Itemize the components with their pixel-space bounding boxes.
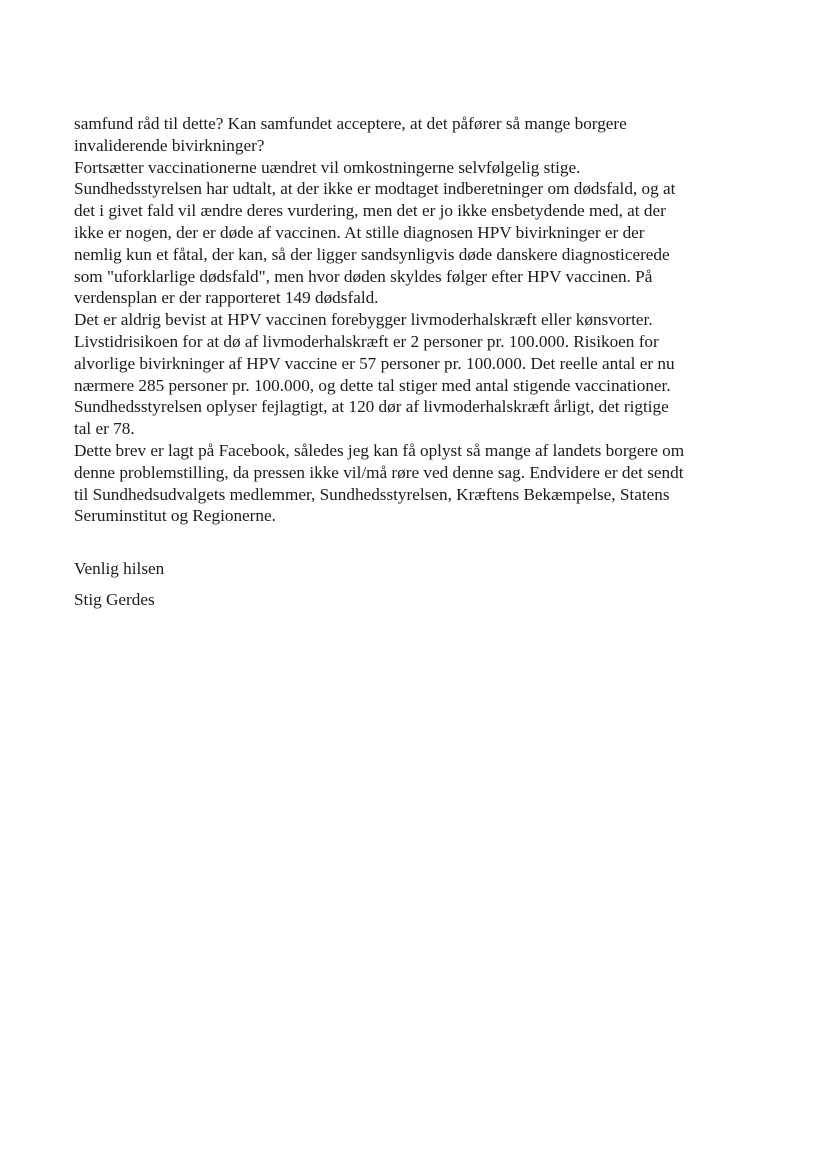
body-line: Sundhedsstyrelsen oplyser fejlagtigt, at 120 dør af livmoderhalskræft årligt, det rigtige	[74, 397, 669, 417]
closing-salutation: Venlig hilsen	[74, 559, 165, 579]
body-line: tal er 78.	[74, 419, 135, 439]
body-line: Det er aldrig bevist at HPV vaccinen forebygger livmoderhalskræft eller kønsvorter.	[74, 310, 653, 330]
body-line: nærmere 285 personer pr. 100.000, og dette tal stiger med antal stigende vaccinationer.	[74, 375, 671, 395]
body-line: til Sundhedsudvalgets medlemmer, Sundhedsstyrelsen, Kræftens Bekæmpelse, Statens	[74, 484, 670, 504]
body-line: som "uforklarlige dødsfald", men hvor døden skyldes følger efter HPV vaccinen. På	[74, 266, 653, 286]
body-line: Dette brev er lagt på Facebook, således jeg kan få oplyst så mange af landets borgere om	[74, 440, 685, 460]
body-line: Seruminstitut og Regionerne.	[74, 506, 276, 526]
body-line: Fortsætter vaccinationerne uændret vil omkostningerne selvfølgelig stige.	[74, 157, 581, 177]
letter-body	[74, 113, 774, 527]
body-line: alvorlige bivirkninger af HPV vaccine er 57 personer pr. 100.000. Det reelle antal er nu	[74, 353, 675, 373]
body-line: ikke er nogen, der er døde af vaccinen. At stille diagnosen HPV bivirkninger er der	[74, 222, 645, 242]
body-line: denne problemstilling, da pressen ikke vil/må røre ved denne sag. Endvidere er det sendt	[74, 462, 684, 482]
body-line: invaliderende bivirkninger?	[74, 135, 265, 155]
body-line: Livstidrisikoen for at dø af livmoderhalskræft er 2 personer pr. 100.000. Risikoen for	[74, 331, 659, 351]
signature-name: Stig Gerdes	[74, 589, 155, 609]
letter-page	[74, 113, 774, 611]
body-line: verdensplan er der rapporteret 149 dødsfald.	[74, 288, 379, 308]
body-line: nemlig kun et fåtal, der kan, så der ligger sandsynligvis døde danskere diagnosticerede	[74, 244, 670, 264]
body-line: Sundhedsstyrelsen har udtalt, at der ikke er modtaget indberetninger om dødsfald, og at	[74, 179, 676, 199]
body-line: det i givet fald vil ændre deres vurdering, men det er jo ikke ensbetydende med, at der	[74, 201, 666, 221]
body-line: samfund råd til dette? Kan samfundet acceptere, at det påfører så mange borgere	[74, 114, 627, 133]
